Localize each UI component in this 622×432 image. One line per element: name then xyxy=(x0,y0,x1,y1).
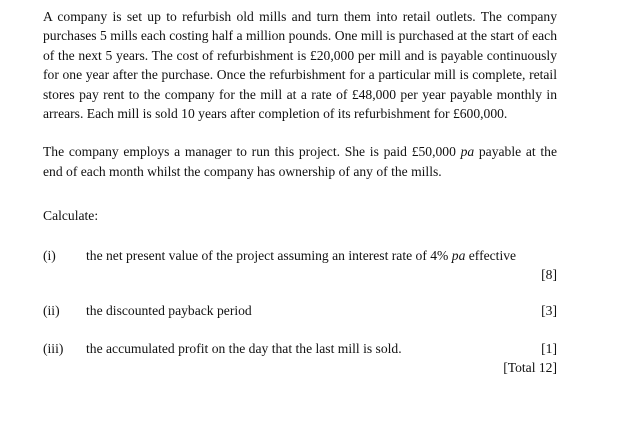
question-text-italic: pa xyxy=(451,247,466,263)
question-item-i xyxy=(43,246,557,285)
manager-paragraph xyxy=(43,142,557,181)
manager-text-italic: pa xyxy=(460,144,475,160)
question-item-iii xyxy=(43,339,557,378)
question-number: (ii) xyxy=(43,303,60,319)
manager-text-after: payable at the end of each month whilst the company has ownership of any of the mills. xyxy=(43,144,557,179)
question-number: (iii) xyxy=(43,340,64,356)
question-text-after: effective xyxy=(465,247,517,263)
question-marks: [1] xyxy=(541,340,557,356)
calculate-label: Calculate: xyxy=(43,208,99,224)
intro-paragraph: A company is set up to refurbish old mills and turn them into retail outlets. The company purchases 5 mills each costing half a million pounds. One mill is purchased at the start of each of the next 5 years. The cost of refurbishment is £20,000 per mill and is payable continuously for one year after the purchase. Once the refurbishment for a particular mill is complete, retail stores pay rent to the company for the mill at a rate of £48,000 per year payable monthly in arrears. Each mill is sold 10 years after completion of its refurbishment for £600,000. xyxy=(43,9,557,122)
question-marks: [8] xyxy=(541,267,557,283)
question-text xyxy=(86,246,557,265)
question-item-ii xyxy=(43,301,557,320)
question-document xyxy=(43,7,557,378)
question-text-before: the net present value of the project assuming an interest rate of 4% xyxy=(86,247,452,263)
question-text-before: the accumulated profit on the day that the last mill is sold. xyxy=(86,340,402,356)
manager-text-before: The company employs a manager to run this project. She is paid £50,000 xyxy=(43,144,461,160)
question-number: (i) xyxy=(43,247,56,263)
question-marks: [3] xyxy=(541,303,557,319)
question-text-before: the discounted payback period xyxy=(86,303,252,319)
total-marks: [Total 12] xyxy=(503,360,557,376)
